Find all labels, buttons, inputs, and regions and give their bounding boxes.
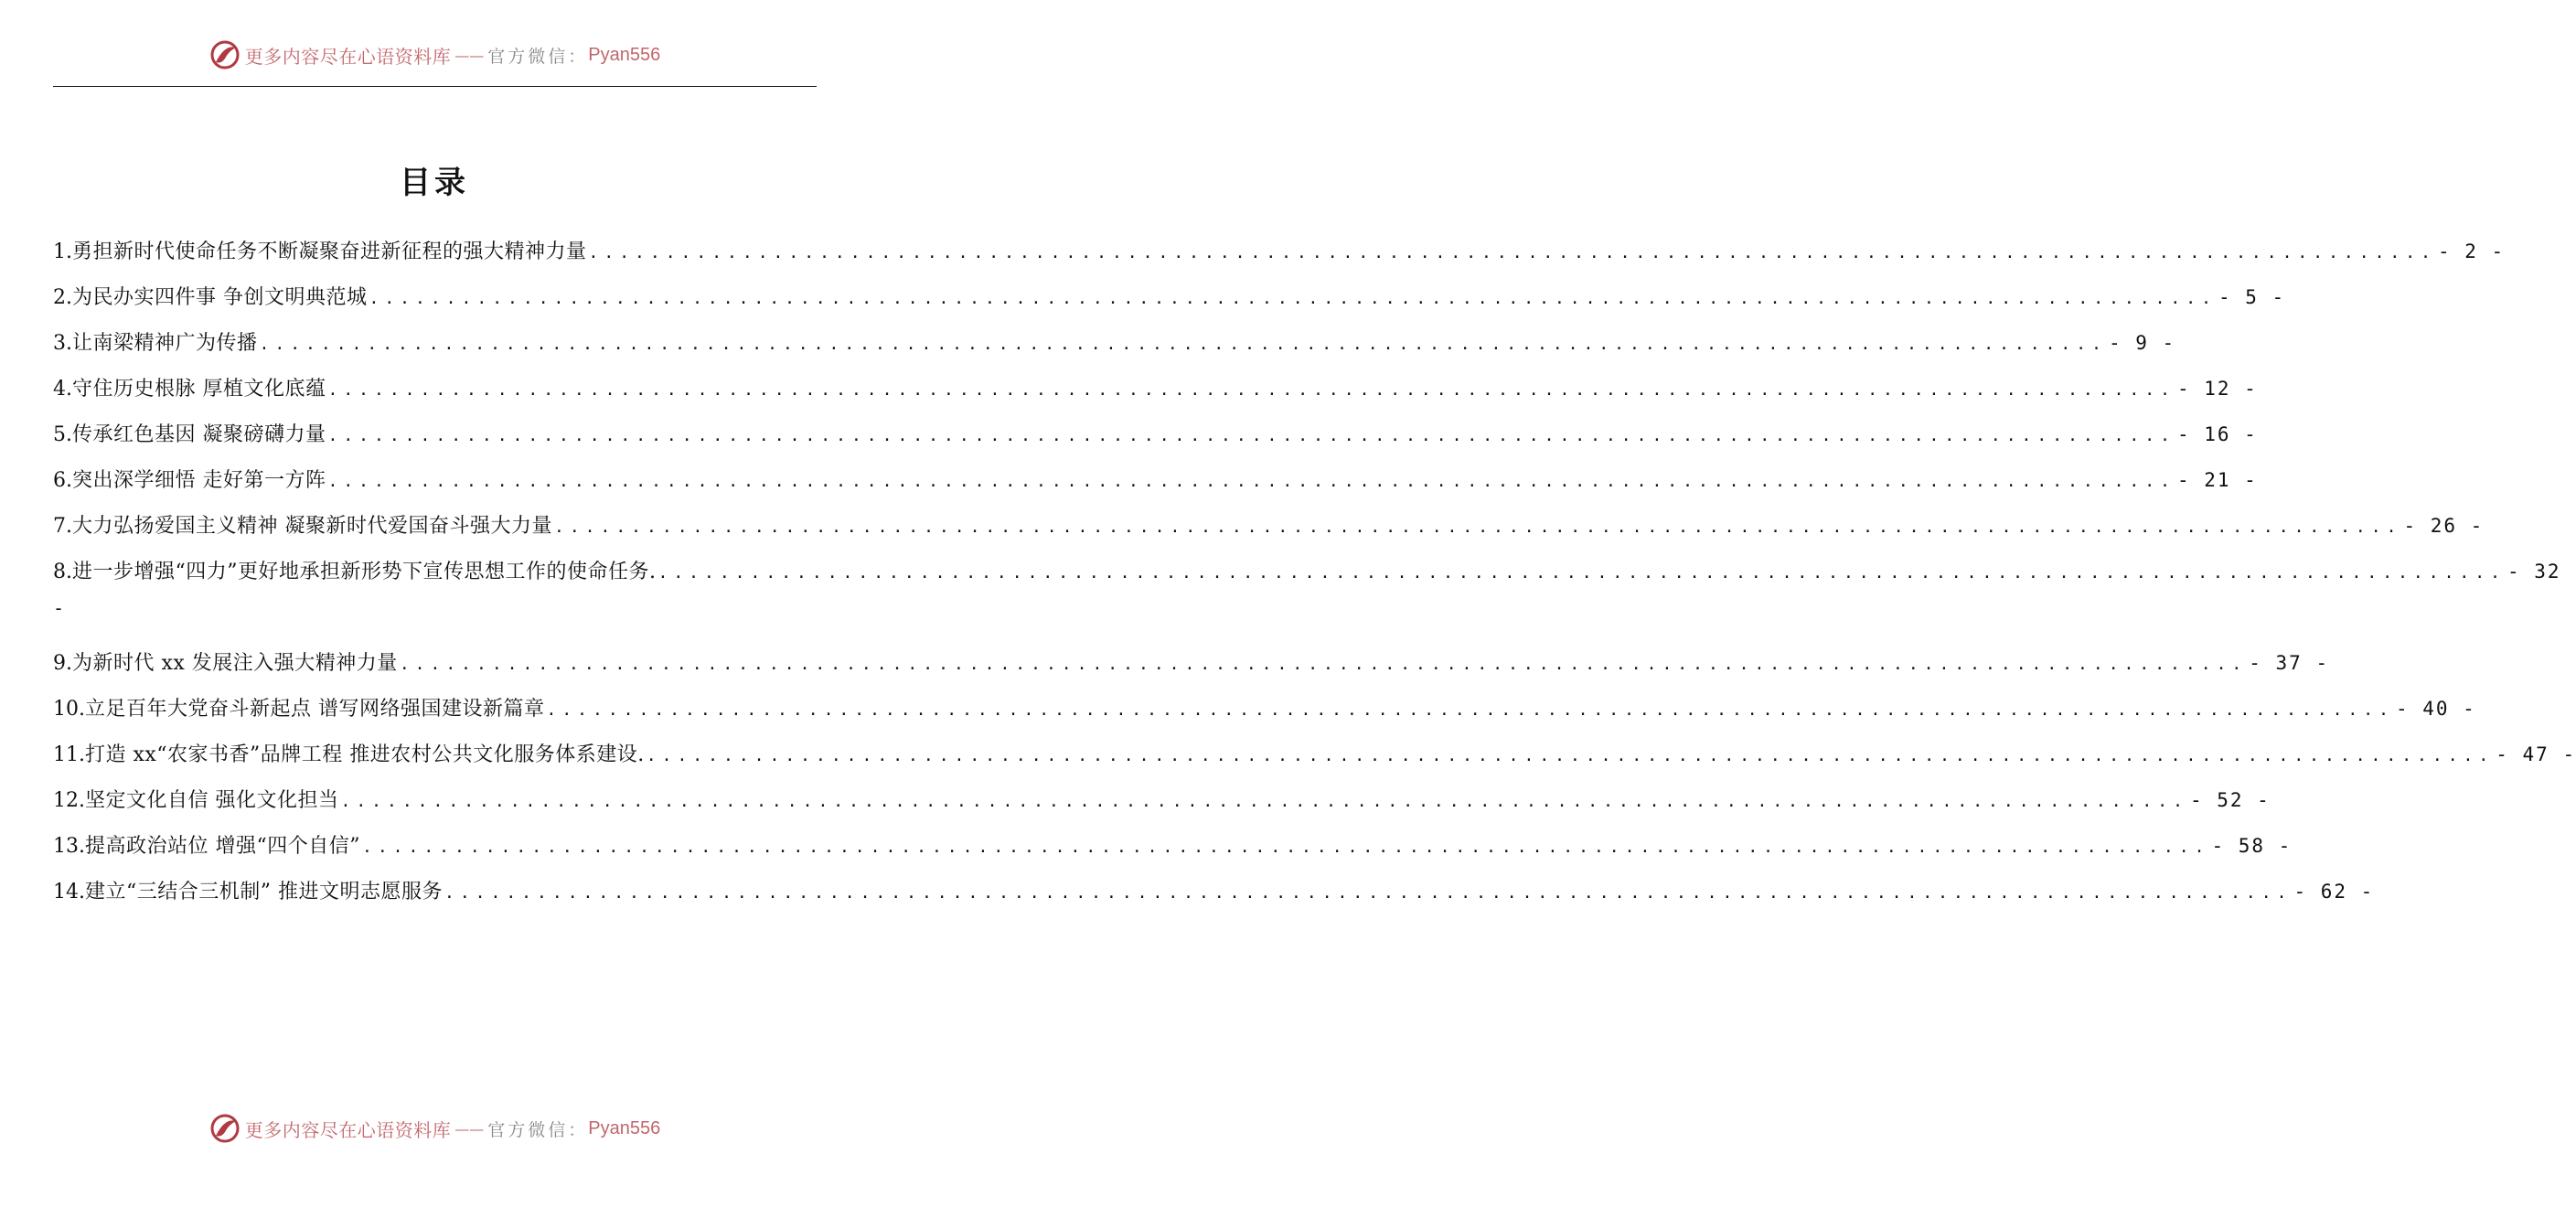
toc-page-number: - 5 - — [2218, 286, 2286, 308]
toc-entry-9[interactable] — [53, 640, 2330, 686]
toc-title: 进一步增强“四力”更好地承担新形势下宣传思想工作的使命任务. — [72, 561, 657, 583]
toc-entry-3[interactable] — [53, 320, 2176, 366]
toc-number: 6. — [53, 469, 72, 492]
toc-number: 1. — [53, 240, 72, 263]
toc-entry-4[interactable] — [53, 366, 2258, 411]
toc-page-number: - 52 - — [2189, 789, 2271, 811]
toc-title: 为新时代 xx 发展注入强大精神力量 — [72, 652, 398, 675]
toc-page-number: - 21 - — [2176, 469, 2258, 491]
toc-number: 3. — [53, 332, 72, 355]
toc-entry-7[interactable] — [53, 503, 2485, 549]
watermark-label: 官方微信： — [487, 1119, 589, 1140]
toc-entry-11[interactable] — [53, 732, 2576, 777]
toc-number: 11. — [53, 743, 85, 766]
toc-leader: ........................................................................................................................ — [588, 243, 2436, 262]
toc-title: 立足百年大党奋斗新起点 谱写网络强国建设新篇章 — [85, 698, 545, 721]
toc-title: 突出深学细悟 走好第一方阵 — [72, 469, 326, 492]
header-rule — [53, 86, 817, 87]
page-title: 目录 — [400, 165, 469, 201]
ink-brush-logo-icon — [208, 1112, 241, 1145]
header-watermark — [0, 35, 869, 75]
toc-entry-6[interactable] — [53, 457, 2258, 503]
toc-leader: ........................................................................................................................ — [399, 655, 2248, 674]
toc-leader: ........................................................................................................................ — [259, 335, 2107, 354]
toc-number: 10. — [53, 698, 85, 721]
toc-number: 4. — [53, 378, 72, 401]
toc-number: 5. — [53, 423, 72, 446]
toc-title: 守住历史根脉 厚植文化底蕴 — [72, 378, 326, 401]
toc-leader: ........................................................................................................................ — [327, 472, 2175, 491]
toc-leader: ........................................................................................................................ — [444, 883, 2293, 903]
toc-title: 建立“三结合三机制” 推进文明志愿服务 — [85, 881, 443, 903]
toc-number: 7. — [53, 515, 72, 538]
toc-page-number: - 32 — [2507, 561, 2561, 582]
toc-leader: ........................................................................................................................ — [327, 380, 2175, 400]
toc-number: 8. — [53, 561, 72, 583]
toc-entry-14[interactable] — [53, 869, 2375, 914]
toc-title: 为民办实四件事 争创文明典范城 — [72, 286, 368, 309]
toc-entry-13[interactable] — [53, 823, 2293, 869]
toc-page-number: - 62 - — [2293, 881, 2375, 903]
toc-title: 勇担新时代使命任务不断凝聚奋进新征程的强大精神力量 — [72, 240, 587, 263]
toc-leader: ........................................................................................................................ — [327, 426, 2175, 445]
toc-page-number: - 16 - — [2176, 423, 2258, 445]
toc-entry-1[interactable] — [53, 229, 2506, 274]
toc-number: 12. — [53, 789, 85, 812]
watermark-text: 更多内容尽在心语资料库 — [244, 45, 452, 68]
toc-entry-8[interactable] — [53, 549, 2561, 594]
toc-page-number: - 40 - — [2395, 698, 2476, 720]
toc-number: 2. — [53, 286, 72, 309]
toc-page-number: - 58 - — [2211, 835, 2293, 857]
toc-leader: ........................................................................................................................ — [369, 289, 2217, 308]
toc-page-number: - 47 - — [2496, 743, 2576, 765]
toc-leader: ........................................................................................................................ — [657, 563, 2506, 582]
table-of-contents — [53, 229, 2576, 914]
toc-page-number: - 12 - — [2176, 378, 2258, 400]
watermark-id: Pyan556 — [588, 1117, 661, 1138]
toc-title: 大力弘扬爱国主义精神 凝聚新时代爱国奋斗强大力量 — [72, 515, 552, 538]
footer-watermark — [0, 1108, 869, 1149]
toc-entry-2[interactable] — [53, 274, 2286, 320]
toc-number: 14. — [53, 881, 85, 903]
toc-leader: ........................................................................................................................ — [546, 700, 2394, 720]
watermark-dash: —— — [454, 46, 485, 64]
toc-entry-5[interactable] — [53, 411, 2258, 457]
watermark-dash: —— — [454, 1119, 485, 1138]
toc-title: 打造 xx“农家书香”品牌工程 推进农村公共文化服务体系建设. — [85, 743, 645, 766]
toc-title: 传承红色基因 凝聚磅礴力量 — [72, 423, 326, 446]
toc-entry-10[interactable] — [53, 686, 2476, 732]
toc-entry-12[interactable] — [53, 777, 2271, 823]
toc-leader: ........................................................................................................................ — [362, 838, 2210, 857]
watermark-id: Pyan556 — [588, 44, 661, 65]
toc-entry-8-wrapped-page: - — [53, 597, 65, 619]
toc-page-number: - 37 - — [2249, 652, 2330, 674]
toc-number: 9. — [53, 652, 72, 675]
toc-leader: ........................................................................................................................ — [340, 792, 2188, 811]
toc-page-number: - 26 - — [2403, 515, 2485, 537]
toc-title: 坚定文化自信 强化文化担当 — [85, 789, 339, 812]
toc-title: 提高政治站位 增强“四个自信” — [85, 835, 360, 858]
toc-leader: ........................................................................................................................ — [554, 518, 2402, 537]
toc-leader: ........................................................................................................................ — [646, 746, 2495, 765]
toc-title: 让南梁精神广为传播 — [72, 332, 258, 355]
toc-page-number: - 2 - — [2437, 240, 2506, 262]
watermark-label: 官方微信： — [487, 46, 589, 67]
ink-brush-logo-icon — [208, 38, 241, 71]
toc-page-number: - 9 - — [2108, 332, 2176, 354]
watermark-text: 更多内容尽在心语资料库 — [244, 1118, 452, 1141]
toc-number: 13. — [53, 835, 85, 858]
